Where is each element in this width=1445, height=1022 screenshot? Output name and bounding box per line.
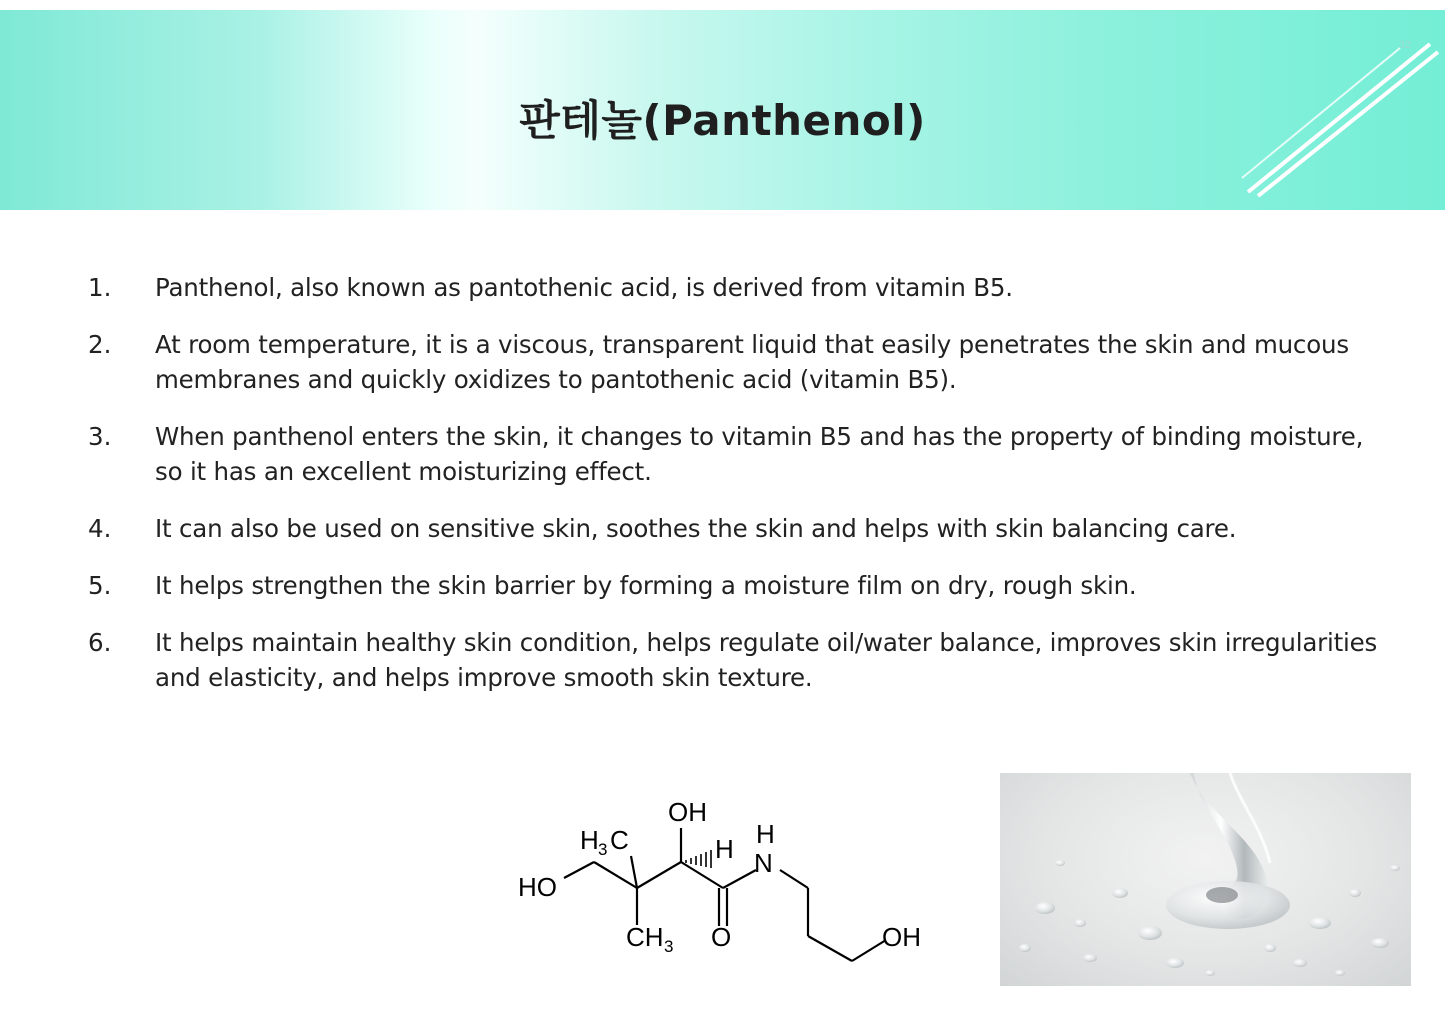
h3c-c-label: C <box>610 825 629 855</box>
list-item <box>88 419 1388 489</box>
list-item-number: 5. <box>88 571 112 600</box>
h3c-subscript: 3 <box>598 840 608 859</box>
list-item-text: At room temperature, it is a viscous, transparent liquid that easily penetrates the skin and mucous membranes and quickly oxidizes to pantothenic acid (vitamin B5). <box>155 330 1349 394</box>
amide-h-label: H <box>756 819 775 849</box>
gel-droplet-photo <box>1000 773 1411 986</box>
h3c-h-label: H <box>580 825 599 855</box>
list-item-text: When panthenol enters the skin, it changes to vitamin B5 and has the property of binding moisture, so it has an excellent moisturizing effect. <box>155 422 1364 486</box>
list-item <box>88 511 1388 546</box>
carbonyl-o-label: O <box>711 922 732 952</box>
list-item-text: It helps maintain healthy skin condition, helps regulate oil/water balance, improves skin irregularities and elasticity, and helps improve smooth skin texture. <box>155 628 1378 692</box>
wedge-h-label: H <box>715 834 734 864</box>
list-item-text: It helps strengthen the skin barrier by forming a moisture film on dry, rough skin. <box>155 571 1137 600</box>
page-title: 판테놀(Panthenol) <box>519 96 926 145</box>
panthenol-structure-diagram <box>510 790 940 980</box>
list-item-text: Panthenol, also known as pantothenic acid, is derived from vitamin B5. <box>155 273 1013 302</box>
list-item-number: 6. <box>88 628 112 657</box>
numbered-list <box>88 270 1388 717</box>
list-item-number: 1. <box>88 273 112 302</box>
list-item <box>88 270 1388 305</box>
list-item-number: 3. <box>88 422 112 451</box>
amide-n-label: N <box>754 848 773 878</box>
list-item <box>88 327 1388 397</box>
oh-right-label: OH <box>882 922 921 952</box>
oh-top-label: OH <box>668 797 707 827</box>
ho-left-label: HO <box>518 872 557 902</box>
list-item <box>88 568 1388 603</box>
ch3-subscript: 3 <box>664 937 674 956</box>
list-item-number: 4. <box>88 514 112 543</box>
list-item-number: 2. <box>88 330 112 359</box>
ch3-label: CH <box>626 922 664 952</box>
slide-number: 32 <box>1398 39 1411 51</box>
list-item-text: It can also be used on sensitive skin, soothes the skin and helps with skin balancing care. <box>155 514 1237 543</box>
list-item <box>88 625 1388 695</box>
header-banner <box>0 10 1445 210</box>
